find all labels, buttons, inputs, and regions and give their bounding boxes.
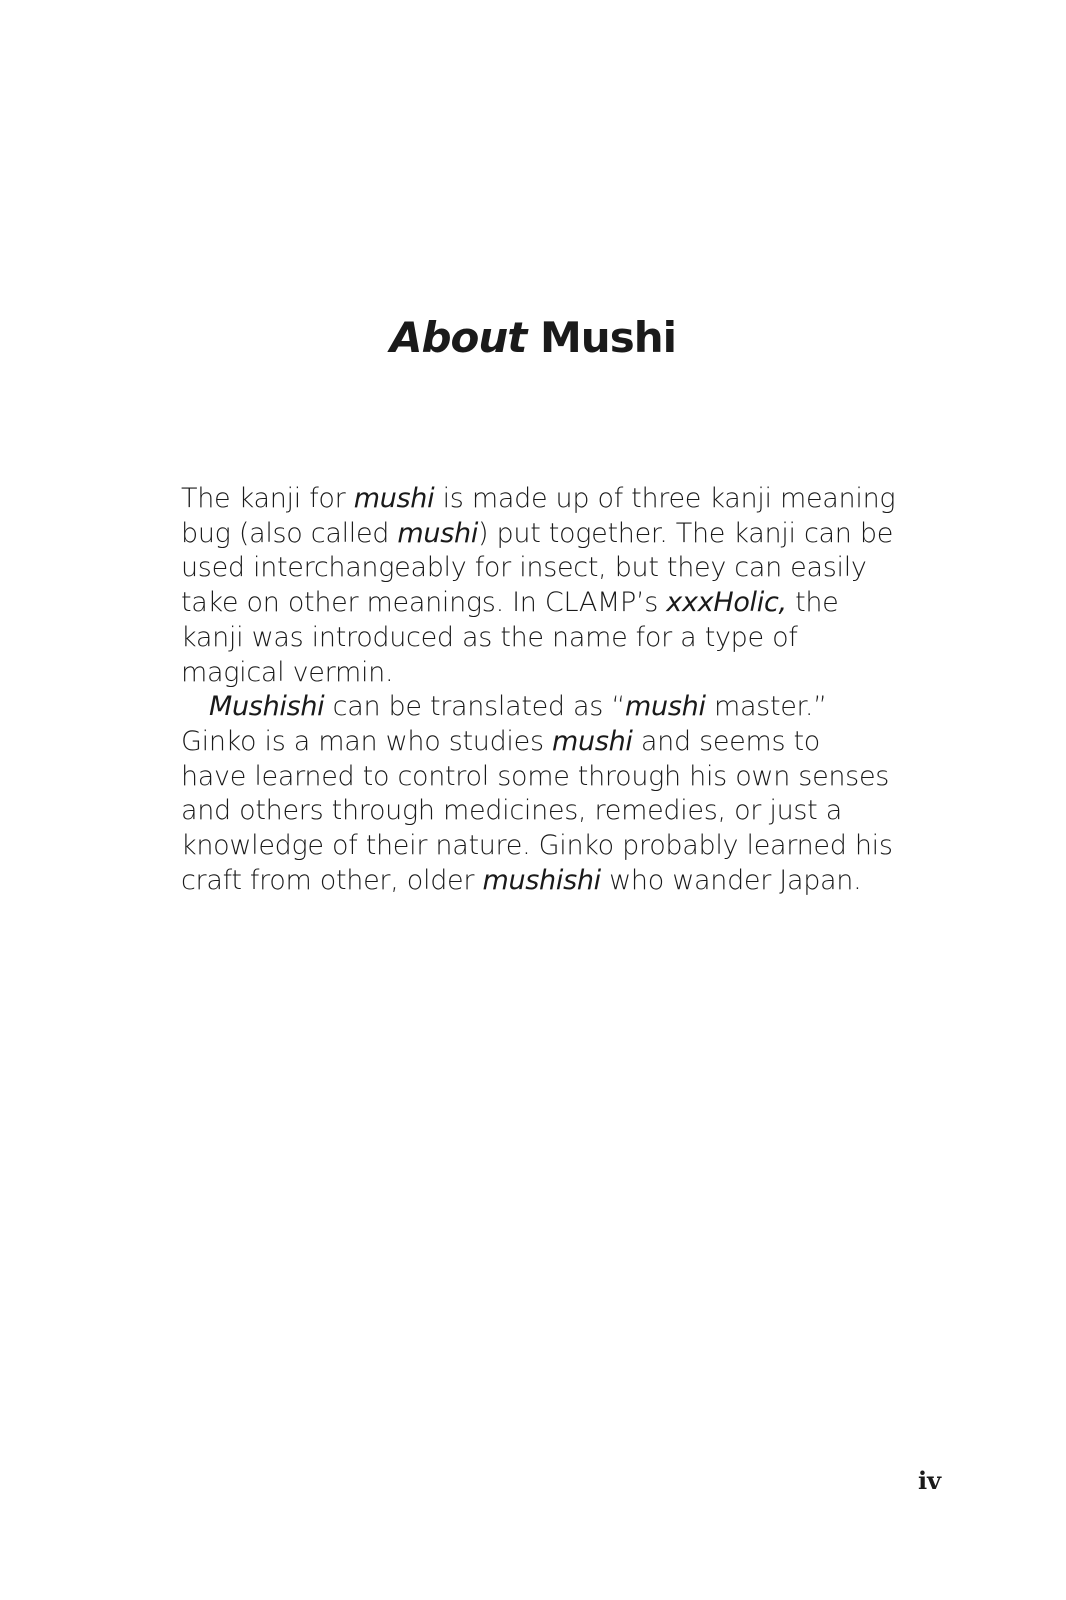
text-line	[181, 517, 901, 552]
text-run: take on other meanings. In CLAMP’s	[181, 587, 667, 619]
text-line: have learned to control some through his own senses	[181, 760, 890, 792]
text-line	[181, 864, 901, 899]
italic-term: mushi	[625, 691, 706, 723]
text-run: the	[786, 587, 839, 619]
title-about: About	[389, 313, 527, 362]
italic-term: mushishi	[482, 864, 601, 896]
text-run: Ginko is a man who studies	[181, 725, 552, 757]
text-line: and others through medicines, remedies, or just a	[181, 795, 842, 827]
page-number: iv	[918, 1466, 942, 1495]
text-line: used interchangeably for insect, but they can easily	[181, 552, 867, 584]
text-run: master.”	[705, 691, 827, 723]
text-run: ) put together. The kanji can be	[478, 517, 894, 549]
paragraph-2	[181, 690, 901, 898]
text-run: is made up of three kanji meaning	[434, 483, 896, 514]
text-run: and seems to	[632, 725, 821, 757]
text-run: who wander Japan.	[600, 864, 862, 896]
text-run: The kanji for	[181, 483, 354, 514]
body-text	[181, 482, 901, 898]
text-line	[181, 690, 901, 725]
page-title	[0, 310, 1066, 366]
italic-term: mushi	[353, 483, 435, 514]
text-run: bug (also called	[181, 517, 398, 549]
text-run: can be translated as “	[324, 691, 626, 723]
italic-term: Mushishi	[209, 691, 325, 723]
text-line	[181, 725, 901, 760]
text-line: knowledge of their nature. Ginko probably learned his	[181, 830, 893, 862]
italic-term: xxxHolic,	[666, 587, 787, 619]
text-line	[181, 586, 901, 621]
paragraph-1	[181, 482, 901, 690]
text-line: magical vermin.	[181, 656, 394, 688]
italic-term: mushi	[552, 725, 633, 757]
text-line	[181, 482, 901, 517]
text-line: kanji was introduced as the name for a type of	[181, 621, 798, 653]
text-run: craft from other, older	[181, 864, 483, 896]
italic-term: mushi	[397, 517, 479, 549]
title-mushi: Mushi	[526, 313, 677, 362]
